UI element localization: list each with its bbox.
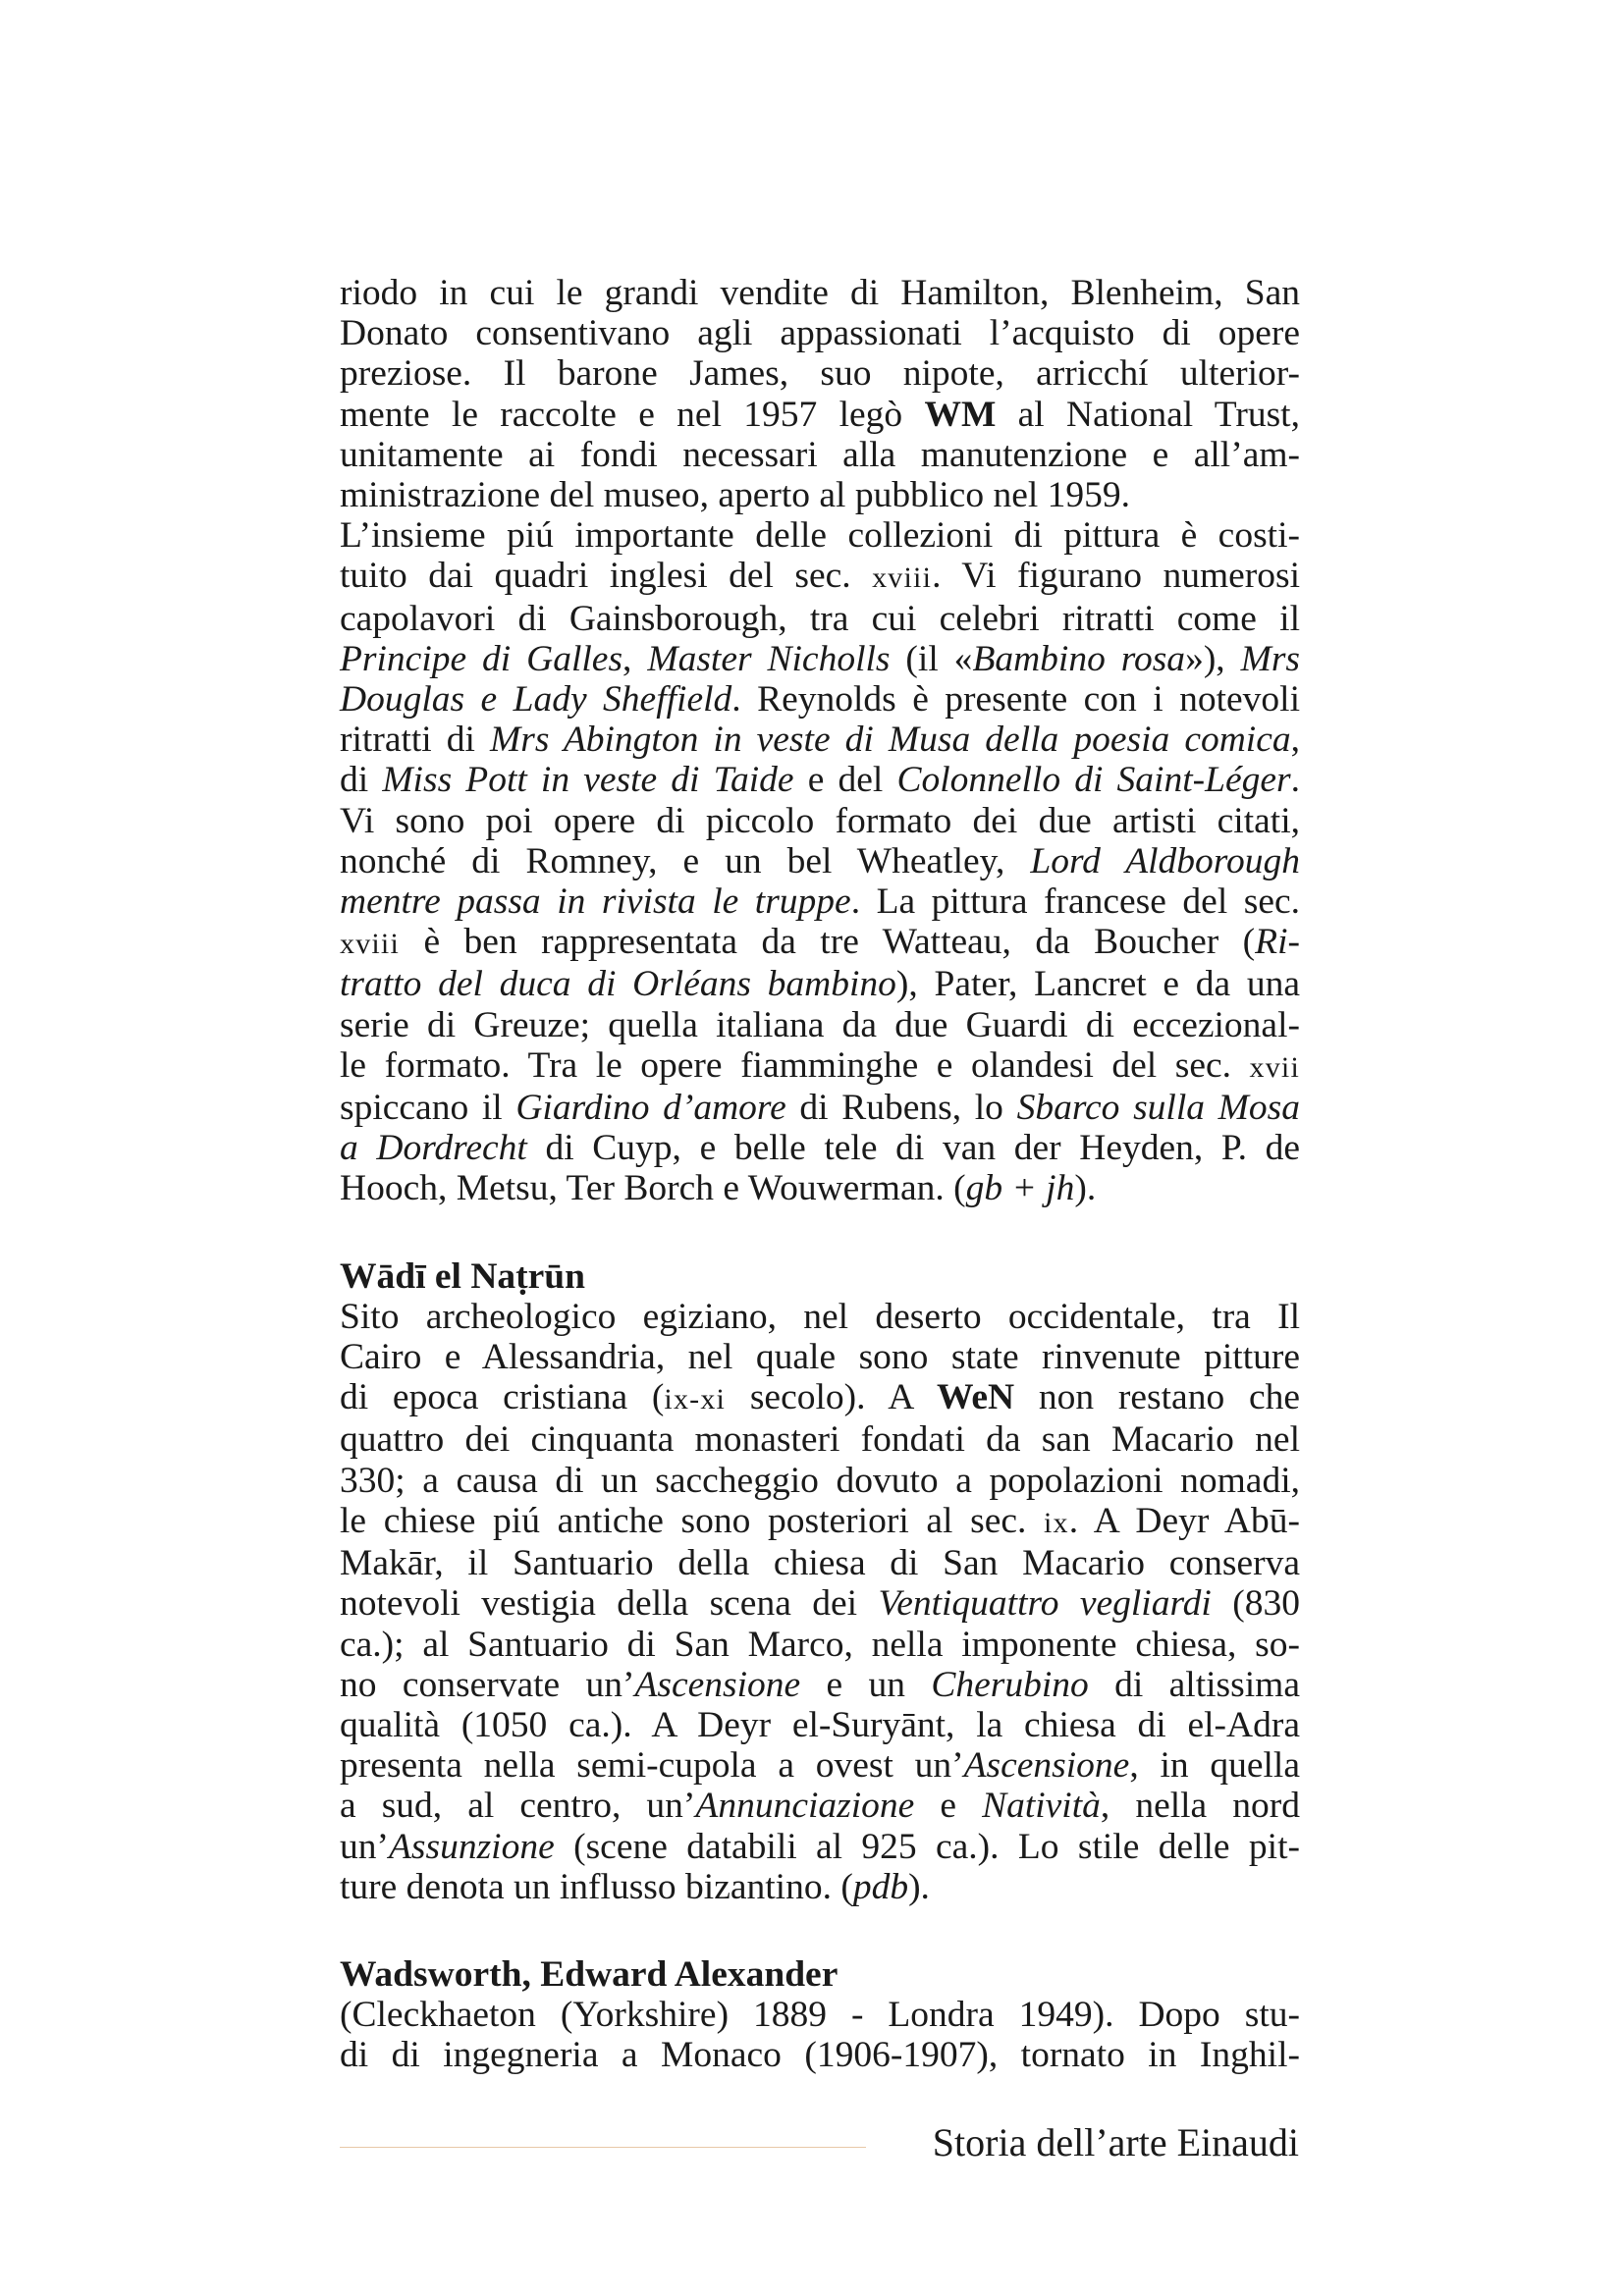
- text-line: ministrazione del museo, aperto al pubblico nel 1959.: [340, 475, 1131, 516]
- entry-wadi-el-natrun: [340, 1256, 1300, 1907]
- text-line: xviii è ben rappresentata da tre Watteau, da Boucher (Ri-: [340, 922, 1300, 963]
- text-line: qualità (1050 ca.). A Deyr el-Suryānt, la chiesa di el-Adra: [340, 1704, 1300, 1745]
- text-line: unitamente ai fondi necessari alla manutenzione e all’am-: [340, 434, 1300, 475]
- text-line: Makār, il Santuario della chiesa di San Macario conserva: [340, 1543, 1300, 1584]
- text-line: Sito archeologico egiziano, nel deserto occidentale, tra Il: [340, 1296, 1300, 1337]
- text-line: spiccano il Giardino d’amore di Rubens, lo Sbarco sulla Mosa: [340, 1088, 1300, 1129]
- text-line: a sud, al centro, un’Annunciazione e Natività, nella nord: [340, 1786, 1300, 1827]
- text-line: tuito dai quadri inglesi del sec. xviii. Vi figurano numerosi: [340, 556, 1301, 597]
- text-line: capolavori di Gainsborough, tra cui celebri ritratti come il: [340, 598, 1300, 639]
- text-line: di epoca cristiana (ix-xi secolo). A WeN non restano che: [340, 1377, 1300, 1418]
- text-line: Douglas e Lady Sheffield. Reynolds è presente con i notevoli: [340, 679, 1301, 721]
- text-line: riodo in cui le grandi vendite di Hamilton, Blenheim, San: [340, 273, 1300, 313]
- text-line: serie di Greuze; quella italiana da due Guardi di eccezional-: [340, 1004, 1300, 1045]
- text-line: L’insieme piú importante delle collezioni di pittura è costi-: [340, 515, 1300, 557]
- text-line: a Dordrecht di Cuyp, e belle tele di van der Heyden, P. de: [340, 1128, 1300, 1169]
- entry-wm-continuation: [340, 273, 1300, 1209]
- entry-title: Wadsworth, Edward Alexander: [340, 1953, 839, 1995]
- entry-wadsworth: [340, 1954, 1300, 2076]
- text-line: quattro dei cinquanta monasteri fondati da san Macario nel: [340, 1419, 1300, 1461]
- footer-rule: [340, 2147, 866, 2148]
- text-line: Cairo e Alessandria, nel quale sono state rinvenute pitture: [340, 1337, 1300, 1378]
- footer-label: Storia dell’arte Einaudi: [932, 2120, 1299, 2164]
- text-line: presenta nella semi-cupola a ovest un’Ascensione, in quella: [340, 1745, 1300, 1787]
- text-line: mentre passa in rivista le truppe. La pittura francese del sec.: [340, 881, 1300, 923]
- text-line: di Miss Pott in veste di Taide e del Colonnello di Saint-Léger.: [340, 760, 1300, 801]
- abbrev-wm: WM: [924, 394, 997, 435]
- text-line: nonché di Romney, e un bel Wheatley, Lord Aldborough: [340, 840, 1300, 881]
- text-line: ca.); al Santuario di San Marco, nella imponente chiesa, so-: [340, 1624, 1300, 1665]
- text-line: Donato consentivano agli appassionati l’acquisto di opere: [340, 313, 1300, 354]
- text-line: ture denota un influsso bizantino. (pdb).: [340, 1866, 930, 1907]
- text-line: di di ingegneria a Monaco (1906-1907), tornato in Inghil-: [340, 2035, 1300, 2076]
- text-line: Principe di Galles, Master Nicholls (il «Bambino rosa»), Mrs: [340, 638, 1301, 679]
- entry-title: Wādī el Naṭrūn: [340, 1255, 586, 1297]
- text-line: le formato. Tra le opere fiamminghe e olandesi del sec. xvii: [340, 1044, 1300, 1086]
- text-line: le chiese piú antiche sono posteriori al sec. ix. A Deyr Abū-: [340, 1500, 1300, 1541]
- text-line: (Cleckhaeton (Yorkshire) 1889 - Londra 1949). Dopo stu-: [340, 1995, 1300, 2036]
- text-line: tratto del duca di Orléans bambino), Pater, Lancret e da una: [340, 964, 1300, 1005]
- text-line: mente le raccolte e nel 1957 legò WM al National Trust,: [340, 394, 1300, 435]
- abbrev-wen: WeN: [936, 1377, 1015, 1418]
- page-body: [340, 273, 1300, 2076]
- text-line: preziose. Il barone James, suo nipote, arricchí ulterior-: [340, 353, 1300, 395]
- text-line: ritratti di Mrs Abington in veste di Musa della poesia comica,: [340, 720, 1300, 761]
- text-line: Hooch, Metsu, Ter Borch e Wouwerman. (gb + jh).: [340, 1168, 1097, 1209]
- text-line: no conservate un’Ascensione e un Cherubino di altissima: [340, 1664, 1300, 1705]
- text-line: notevoli vestigia della scena dei Ventiquattro vegliardi (830: [340, 1583, 1300, 1625]
- text-line: 330; a causa di un saccheggio dovuto a popolazioni nomadi,: [340, 1460, 1300, 1501]
- text-line: Vi sono poi opere di piccolo formato dei due artisti citati,: [340, 800, 1300, 841]
- text-line: un’Assunzione (scene databili al 925 ca.). Lo stile delle pit-: [340, 1826, 1300, 1867]
